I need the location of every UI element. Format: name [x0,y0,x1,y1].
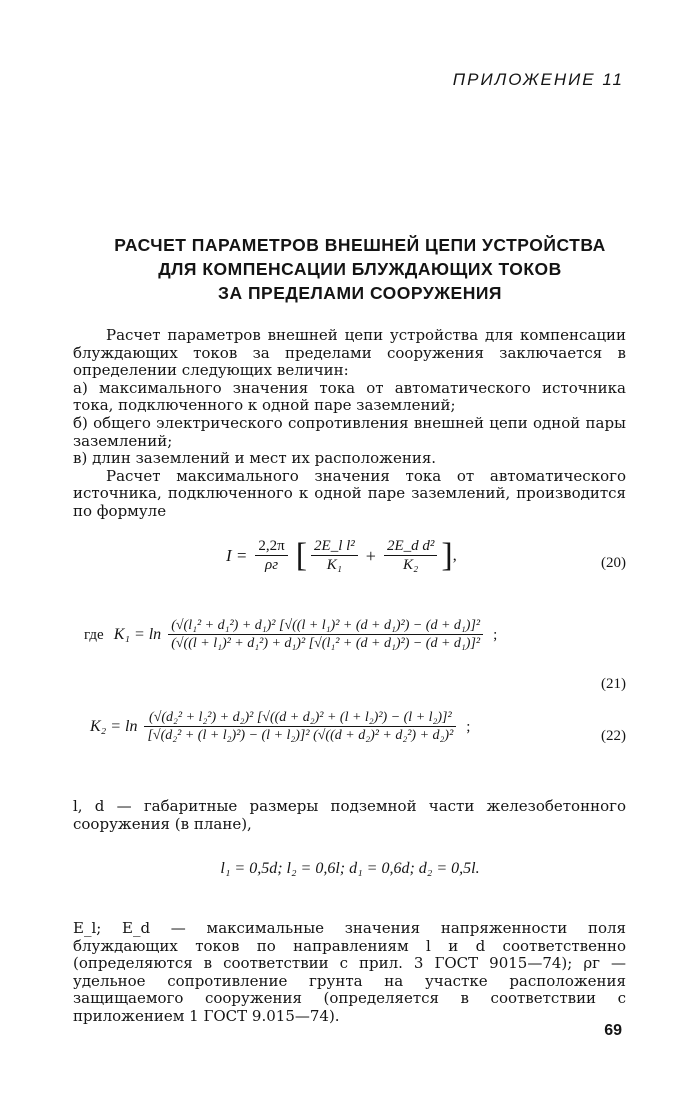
formula-21: где K₁ = ln $\frac{\text{(√(l₁² + d₁²) + d₁)² [√((l + l₁)² + (d + d₁)²) − (d + d₁)]²}}{\text{(√((l + l₁)² + d₁²) + d₁)² [√(l₁² + (d + d₁)²) − (d + d₁)]²}}$ ; (21) [84,618,626,692]
formula-20-lhs: I = [226,546,248,565]
formula-20-number: (20) [601,555,626,571]
page-number: 69 [604,1022,622,1039]
formula-21-number: (21) [601,676,626,692]
formula-21-fraction [168,618,483,652]
body-text [73,327,626,521]
plus-sign: + [365,545,376,566]
formula-22-lhs: K₂ = ln [90,718,138,735]
formula-21-numerator: (√(l₁² + d₁²) + d₁)² [√((l + l₁)² + (d + d₁)²) − (d + d₁)]² [168,618,483,635]
definitions-paragraph: E_l; E_d — максимальные значения напряженности поля блуждающих токов по направлениям l и d соответственно (определяются в соответствии с прил. 3 ГОСТ 9015—74); ρг — удельное сопротивление грунта на участке расположения защищаемого сооружения (определяется в соответствии с приложением 1 ГОСТ 9.015—74). [73,919,626,1025]
title-line-1: РАСЧЕТ ПАРАМЕТРОВ ВНЕШНЕЙ ЦЕПИ УСТРОЙСТВА [114,235,606,255]
intro-paragraph: Расчет параметров внешней цепи устройства для компенсации блуждающих токов за пределами сооружения заключается в определении следующих величин: [73,326,626,380]
title-line-3: ЗА ПРЕДЕЛАМИ СООРУЖЕНИЯ [218,283,502,303]
formula-20-term-2: $\frac{\text{2E\_d d²}}{\text{K₂}}$ [384,538,437,574]
dimension-relations: l₁ = 0,5d; l₂ = 0,6l; d₁ = 0,6d; d₂ = 0,5l. [220,860,480,877]
list-item-c: в) длин заземлений и мест их расположения. [73,449,437,468]
formula-22: K₂ = ln $\frac{\text{(√(d₂² + l₂²) + d₂)² [√((d + d₂)² + (l + l₂)²) − (l + l₂)]²}}{\text{[√(d₂² + (l + l₂)²) − (l + l₂)]² (√((d + d₂)² + d₂²) + d₂)²}}$ ; (22) [90,710,626,744]
formula-22-number: (22) [601,728,626,744]
calc-intro-paragraph: Расчет максимального значения тока от автоматического источника, подключенного к одной паре заземлений, производится по формуле [73,466,626,520]
document-title [60,233,660,305]
formula-21-lhs: K₁ = ln [113,626,162,643]
title-line-2: ДЛЯ КОМПЕНСАЦИИ БЛУЖДАЮЩИХ ТОКОВ [158,259,562,279]
formula-22-fraction [144,710,456,744]
where-label: где [84,626,104,643]
list-item-b: б) общего электрического сопротивления внешней цепи одной пары заземлений; [73,413,626,450]
formula-21-denominator: (√((l + l₁)² + d₁²) + d₁)² [√(l₁² + (d + d₁)²) − (d + d₁)]² [171,636,481,651]
list-item-a: а) максимального значения тока от автоматического источника тока, подключенного к одной паре заземлений; [73,378,626,415]
dimensions-paragraph: l, d — габаритные размеры подземной части железобетонного сооружения (в плане), [73,797,626,833]
formula-20: I = $\frac{2,2\pi}{\rho г}$ [ $\frac{\text{2E\_l l²}}{\text{K₁}}$ + $\frac{\text{2E\_d d²}}{\text{K₂}}$ ], (20) [226,537,626,574]
close-bracket: ] [441,537,453,574]
formula-20-coefficient: $\frac{2,2\pi}{\rho г}$ [255,538,287,574]
appendix-label: ПРИЛОЖЕНИЕ 11 [452,70,624,89]
formula-20-term-1: $\frac{\text{2E\_l l²}}{\text{K₁}}$ [311,538,358,574]
formula-22-numerator: (√(d₂² + l₂²) + d₂)² [√((d + d₂)² + (l + l₂)²) − (l + l₂)]² [144,710,456,727]
open-bracket: [ [295,537,308,574]
formula-22-denominator: [√(d₂² + (l + l₂)²) − (l + l₂)]² (√((d + d₂)² + d₂²) + d₂)² [147,728,454,743]
